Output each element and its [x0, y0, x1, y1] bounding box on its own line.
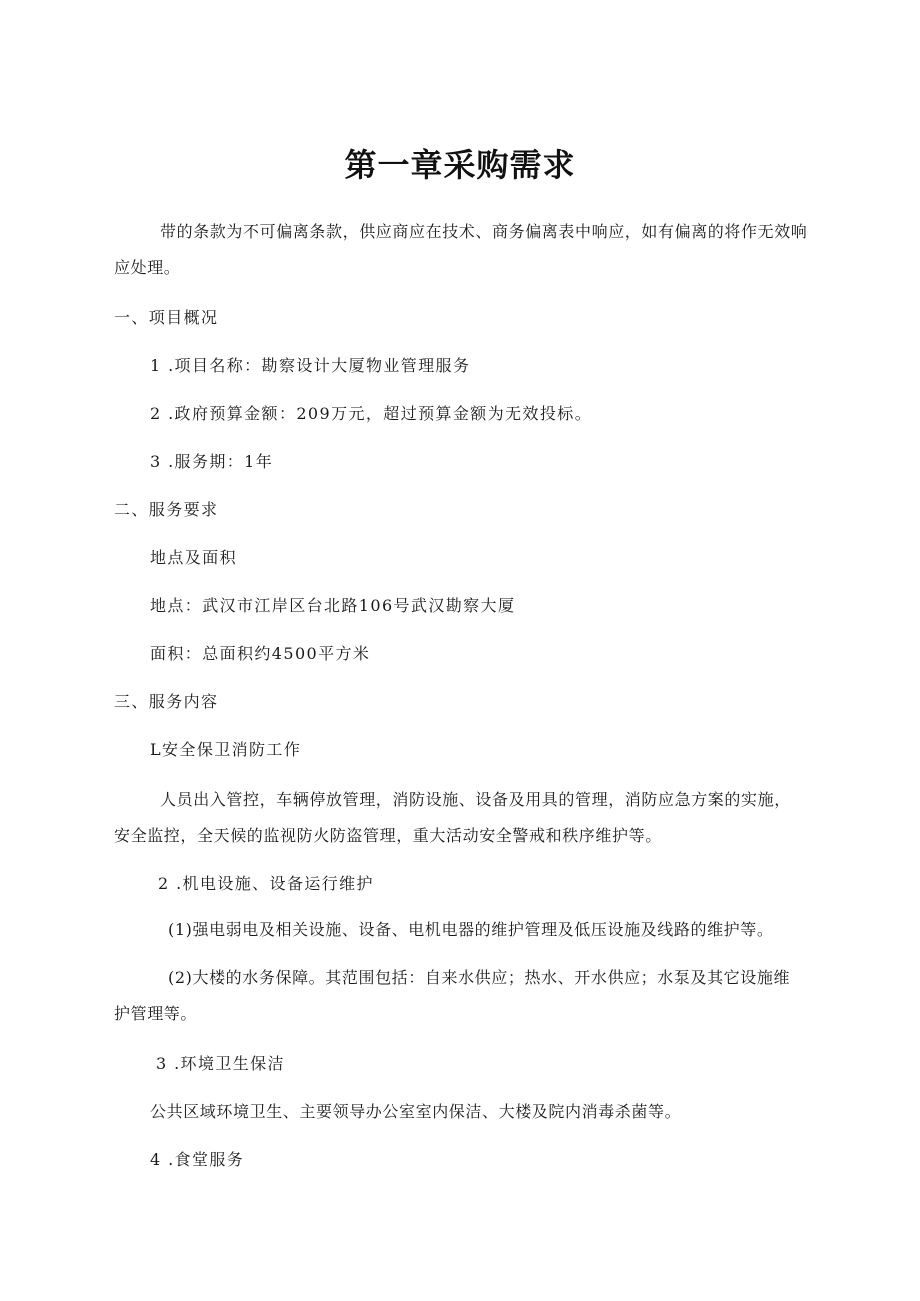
- content-cleaning-title: 3 .环境卫生保洁: [156, 1054, 285, 1073]
- content-mep-title: 2 .机电设施、设备运行维护: [158, 874, 374, 893]
- section-heading-requirements: 二、服务要求: [114, 500, 219, 519]
- content-cleaning-line: 公共区域环境卫生、主要领导办公室室内保洁、大楼及院内消毒杀菌等。: [150, 1102, 682, 1121]
- overview-item-period: 3 .服务期：1年: [150, 452, 274, 471]
- content-mep-item-1: (1)强电弱电及相关设施、设备、电机电器的维护管理及低压设施及线路的维护等。: [168, 920, 774, 939]
- content-mep-item-2-line-2: 护管理等。: [114, 1004, 198, 1023]
- intro-line-2: 应处理。: [114, 258, 181, 277]
- requirements-subheading: 地点及面积: [150, 548, 238, 567]
- content-security-line-2: 安全监控，全天候的监视防火防盗管理，重大活动安全警戒和秩序维护等。: [114, 826, 662, 845]
- content-security-title: L安全保卫消防工作: [150, 740, 302, 759]
- content-mep-item-2-line-1: (2)大楼的水务保障。其范围包括：自来水供应；热水、开水供应；水泵及其它设施维: [168, 968, 791, 987]
- requirements-area: 面积：总面积约4500平方米: [150, 644, 371, 663]
- overview-item-name: 1 .项目名称：勘察设计大厦物业管理服务: [150, 356, 471, 375]
- overview-item-budget: 2 .政府预算金额：209万元，超过预算金额为无效投标。: [150, 404, 593, 423]
- content-canteen-title: 4 .食堂服务: [150, 1150, 245, 1169]
- section-heading-content: 三、服务内容: [114, 692, 219, 711]
- content-security-line-1: 人员出入管控，车辆停放管理，消防设施、设备及用具的管理，消防应急方案的实施，: [160, 790, 791, 809]
- section-heading-overview: 一、项目概况: [114, 308, 219, 327]
- requirements-location: 地点：武汉市江岸区台北路106号武汉勘察大厦: [150, 596, 516, 615]
- intro-line-1: 带的条款为不可偏离条款，供应商应在技术、商务偏离表中响应，如有偏离的将作无效响: [160, 222, 808, 241]
- page-title: 第一章采购需求: [344, 146, 576, 184]
